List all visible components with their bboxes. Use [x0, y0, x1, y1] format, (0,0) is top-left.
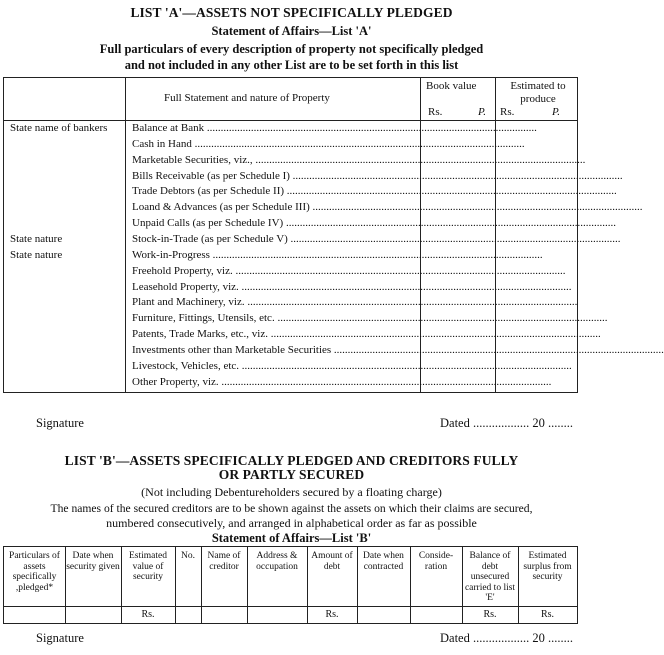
- list-b-instruction-1: The names of the secured creditors are to be shown against the assets on which their claims are secured,: [50, 502, 533, 515]
- list-b-rs-label: Rs.: [540, 609, 555, 620]
- list-b-column-header: No.: [181, 551, 195, 561]
- list-a-item: Other Property, viz. ........................................................................................................................: [132, 375, 552, 388]
- list-b-column-header: Conside-ration: [418, 551, 454, 572]
- col-statement-header: Full Statement and nature of Property: [164, 92, 330, 104]
- col-book-value-header: Book value: [426, 80, 477, 92]
- list-b-table: [3, 546, 578, 624]
- list-a-item: Stock-in-Trade (as per Schedule V) ........................................................................................................................: [132, 232, 621, 245]
- list-b-subtitle: Statement of Affairs—List 'B': [211, 531, 372, 545]
- list-b-column-header: Name of creditor: [207, 551, 241, 572]
- list-b-column-header: Particulars of assets specifically ,pledged*: [9, 551, 60, 593]
- list-a-item: Balance at Bank ........................................................................................................................: [132, 122, 537, 134]
- list-a-item: Work-in-Progress ........................................................................................................................: [132, 248, 543, 261]
- list-b-rs-label: Rs.: [483, 609, 497, 620]
- list-b-instruction-2: numbered consecutively, and arranged in alphabetical order as far as possible: [106, 516, 477, 530]
- list-a-item: Marketable Securities, viz., ........................................................................................................................: [132, 153, 586, 166]
- list-a-item: Furniture, Fittings, Utensils, etc. ........................................................................................................................: [132, 312, 608, 325]
- list-b-signature: Signature: [36, 631, 84, 645]
- list-b-rs-label: Rs.: [325, 609, 339, 620]
- list-b-column-header: Balance of debt unsecured carried to list 'E': [464, 551, 516, 603]
- book-value-p: P.: [478, 106, 487, 118]
- list-a-item: Bills Receivable (as per Schedule I) ........................................................................................................................: [132, 169, 623, 182]
- list-a-signature: Signature: [36, 416, 84, 430]
- col-estimated-header: Estimated to produce: [510, 80, 566, 105]
- list-a-item: Plant and Machinery, viz. ........................................................................................................................: [132, 296, 578, 309]
- list-b-title-2: OR PARTLY SECURED: [218, 467, 365, 482]
- list-b-note: (Not including Debentureholders secured by a floating charge): [141, 485, 442, 499]
- list-a-item: Trade Debtors (as per Schedule II) ........................................................................................................................: [132, 185, 617, 198]
- list-a-instruction-2: and not included in any other List are to be set forth in this list: [124, 58, 459, 72]
- list-a-subtitle: Statement of Affairs—List 'A': [211, 24, 372, 38]
- list-b-dated: Dated .................. 20 ........: [440, 631, 573, 645]
- list-b-rs-label: Rs.: [141, 609, 155, 620]
- list-a-instruction-1: Full particulars of every description of property not specifically pledged: [99, 42, 484, 56]
- list-a-dated: Dated .................. 20 ........: [440, 416, 573, 430]
- list-b-column-header: Date when contracted: [363, 551, 404, 572]
- estimated-p: P.: [552, 106, 561, 118]
- list-a-side-label: State nature: [10, 248, 63, 261]
- list-a-item: Livestock, Vehicles, etc. ........................................................................................................................: [132, 359, 572, 372]
- list-a-item: Freehold Property, viz. ........................................................................................................................: [132, 264, 566, 277]
- list-a-item: Cash in Hand ........................................................................................................................: [132, 137, 525, 150]
- list-a-item: Loand & Advances (as per Schedule III) ........................................................................................................................: [132, 201, 643, 214]
- list-a-side-label: State name of bankers: [10, 122, 108, 134]
- list-a-title: LIST 'A'—ASSETS NOT SPECIFICALLY PLEDGED: [130, 5, 453, 20]
- list-b-column-header: Amount of debt: [311, 551, 353, 572]
- estimated-rs: Rs.: [500, 106, 515, 118]
- list-a-side-label: State nature: [10, 232, 63, 245]
- list-b-title-1: LIST 'B'—ASSETS SPECIFICALLY PLEDGED AND CREDITORS FULLY: [64, 453, 519, 468]
- book-value-rs: Rs.: [428, 106, 443, 118]
- list-b-column-header: Estimated surplus from security: [523, 551, 572, 582]
- list-a-item: Investments other than Marketable Securities ........................................................................................................................: [132, 343, 664, 356]
- list-a-item: Patents, Trade Marks, etc., viz. ........................................................................................................................: [132, 328, 601, 341]
- list-b-column-header: Date when security given: [66, 551, 120, 572]
- list-a-item: Leasehold Property, viz. ........................................................................................................................: [132, 280, 572, 293]
- list-b-column-header: Address & occupation: [256, 551, 298, 572]
- list-b-column-header: Estimated value of security: [129, 551, 167, 582]
- list-a-item: Unpaid Calls (as per Schedule IV) ........................................................................................................................: [132, 217, 616, 230]
